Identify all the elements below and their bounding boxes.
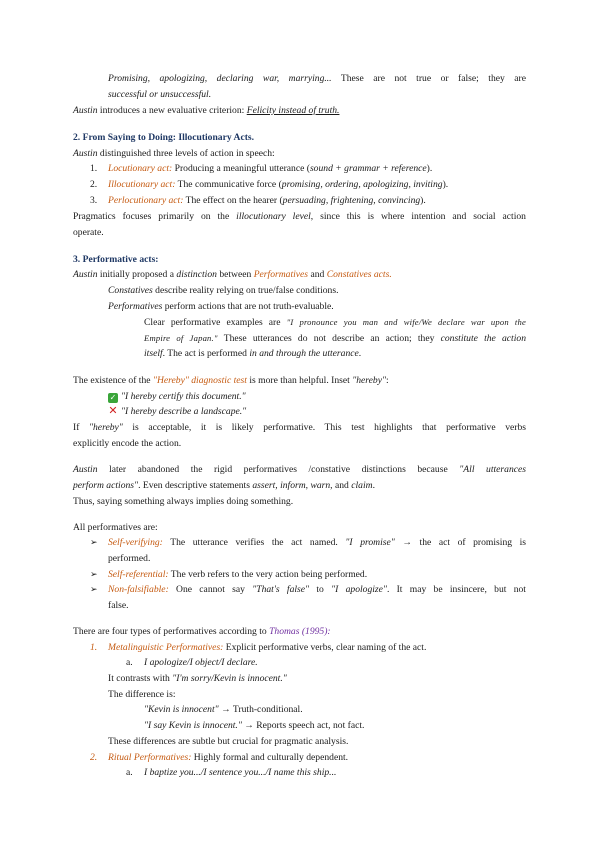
hereby-test-term: "Hereby" diagnostic test	[152, 375, 247, 386]
author-name: Austin	[73, 148, 98, 159]
performatives-line: Performatives perform actions that are not truth-evaluable.	[108, 301, 334, 312]
check-icon: ✓	[109, 393, 117, 402]
continuation-line	[108, 71, 526, 87]
bullet-item: Self-referential: The verb refers to the very action being performed.	[108, 569, 368, 580]
constatives-term: Constatives acts.	[326, 269, 392, 280]
abandon-line: Austin later abandoned the rigid performatives /constative distinctions because "All utterances	[73, 464, 526, 475]
examples-line-2: Empire of Japan." These utterances do not describe an action; they constitute the action	[144, 333, 526, 344]
invalid-example: ✕ "I hereby describe a landscape."	[108, 404, 247, 417]
section-2-intro: Austin distinguished three levels of action in speech:	[73, 148, 275, 159]
valid-example: ✓ "I hereby certify this document."	[109, 391, 246, 402]
distinction-line: Austin initially proposed a distinction between Performatives and Constatives acts.	[73, 269, 392, 280]
ritual-term: Ritual Performatives:	[108, 752, 192, 763]
bullet-arrow-icon: ➢	[90, 538, 98, 548]
type-number: 1.	[90, 642, 98, 653]
list-item-text: Illocutionary act: The communicative force (promising, ordering, apologizing, inviting).	[108, 179, 449, 190]
bullet-arrow-icon: ➢	[90, 570, 98, 580]
sub-item-text: I baptize you.../I sentence you.../I name this ship...	[144, 767, 337, 778]
difference-item: "I say Kevin is innocent." → Reports speech act, not fact.	[144, 720, 365, 731]
constatives-line: Constatives describe reality relying on true/false conditions.	[108, 285, 339, 296]
bullet-item: Non-falsifiable: One cannot say "That's false" to "I apologize". It may be insincere, but not	[108, 584, 526, 595]
pragmatics-line: Pragmatics focuses primarily on the illocutionary level, since this is where intention and social action	[73, 211, 526, 222]
abandon-line-2: perform actions". Even descriptive statements assert, inform, warn, and claim.	[73, 480, 375, 491]
thus-line: Thus, saying something always implies doing something.	[73, 496, 294, 507]
bullet-item: Self-verifying: The utterance verifies the act named. "I promise" → the act of promising is	[108, 537, 527, 548]
all-performatives-line: All performatives are:	[73, 522, 158, 533]
type-item: Metalinguistic Performatives: Explicit performative verbs, clear naming of the act.	[108, 642, 427, 653]
bullet-item-cont: false.	[108, 600, 129, 611]
truth-text: These are not true or false; they are	[331, 73, 526, 84]
list-item: 1.	[90, 163, 98, 174]
difference-item: "Kevin is innocent" → Truth-conditional.	[144, 704, 303, 715]
performatives-term: Performatives	[253, 269, 309, 280]
examples-text: Promising, apologizing, declaring war, marrying...	[108, 73, 332, 84]
example-quote: "I pronounce you man and wife/We declare war upon the	[286, 317, 526, 327]
locutionary-term: Locutionary act:	[108, 163, 173, 174]
list-item-text: Perlocutionary act: The effect on the hearer (persuading, frightening, convincing).	[108, 195, 426, 206]
author-name: Austin	[73, 464, 98, 475]
subtle-line: These differences are subtle but crucial for pragmatic analysis.	[108, 736, 349, 747]
type-item: Ritual Performatives: Highly formal and culturally dependent.	[108, 752, 349, 763]
section-3-heading: 3. Performative acts:	[73, 254, 159, 265]
examples-line-3: itself. The act is performed in and through the utterance.	[144, 348, 362, 359]
metalinguistic-term: Metalinguistic Performatives:	[108, 642, 224, 653]
author-name: Austin	[73, 105, 98, 116]
list-item: 2.	[90, 179, 98, 190]
list-item: 3.	[90, 195, 98, 206]
perlocutionary-term: Perlocutionary act:	[108, 195, 184, 206]
type-number: 2.	[90, 752, 98, 763]
sub-item-text: I apologize/I object/I declare.	[144, 657, 258, 668]
pragmatics-line-2: operate.	[73, 227, 104, 238]
difference-line: The difference is:	[108, 689, 176, 700]
cross-icon: ✕	[108, 404, 118, 417]
example-quote: Empire of Japan."	[144, 333, 218, 343]
felicity-line: Austin introduces a new evaluative criterion: Felicity instead of truth.	[73, 105, 340, 116]
sub-item-letter: a.	[126, 767, 133, 778]
continuation-line-2: successful or unsuccessful.	[108, 89, 212, 100]
hereby-line: The existence of the "Hereby" diagnostic test is more than helpful. Inset "hereby":	[73, 375, 389, 386]
bullet-item-cont: performed.	[108, 553, 151, 564]
if-hereby-line-2: explicitly encode the action.	[73, 438, 182, 449]
examples-line: Clear performative examples are "I pronounce you man and wife/We declare war upon the	[144, 317, 526, 328]
felicity-term: Felicity instead of truth.	[246, 105, 340, 116]
four-types-line: There are four types of performatives according to Thomas (1995):	[73, 626, 331, 637]
contrast-line: It contrasts with "I'm sorry/Kevin is innocent."	[108, 673, 287, 684]
if-hereby-line: If "hereby" is acceptable, it is likely performative. This test highlights that performative verbs	[73, 422, 526, 433]
illocutionary-term: Illocutionary act:	[108, 179, 176, 190]
section-2-heading: 2. From Saying to Doing: Illocutionary Acts.	[73, 132, 255, 143]
bullet-arrow-icon: ➢	[90, 585, 98, 595]
author-name: Austin	[73, 269, 98, 280]
thomas-citation: Thomas (1995):	[269, 626, 331, 637]
list-item-text: Locutionary act: Producing a meaningful utterance (sound + grammar + reference).	[108, 163, 433, 174]
sub-item-letter: a.	[126, 657, 133, 668]
